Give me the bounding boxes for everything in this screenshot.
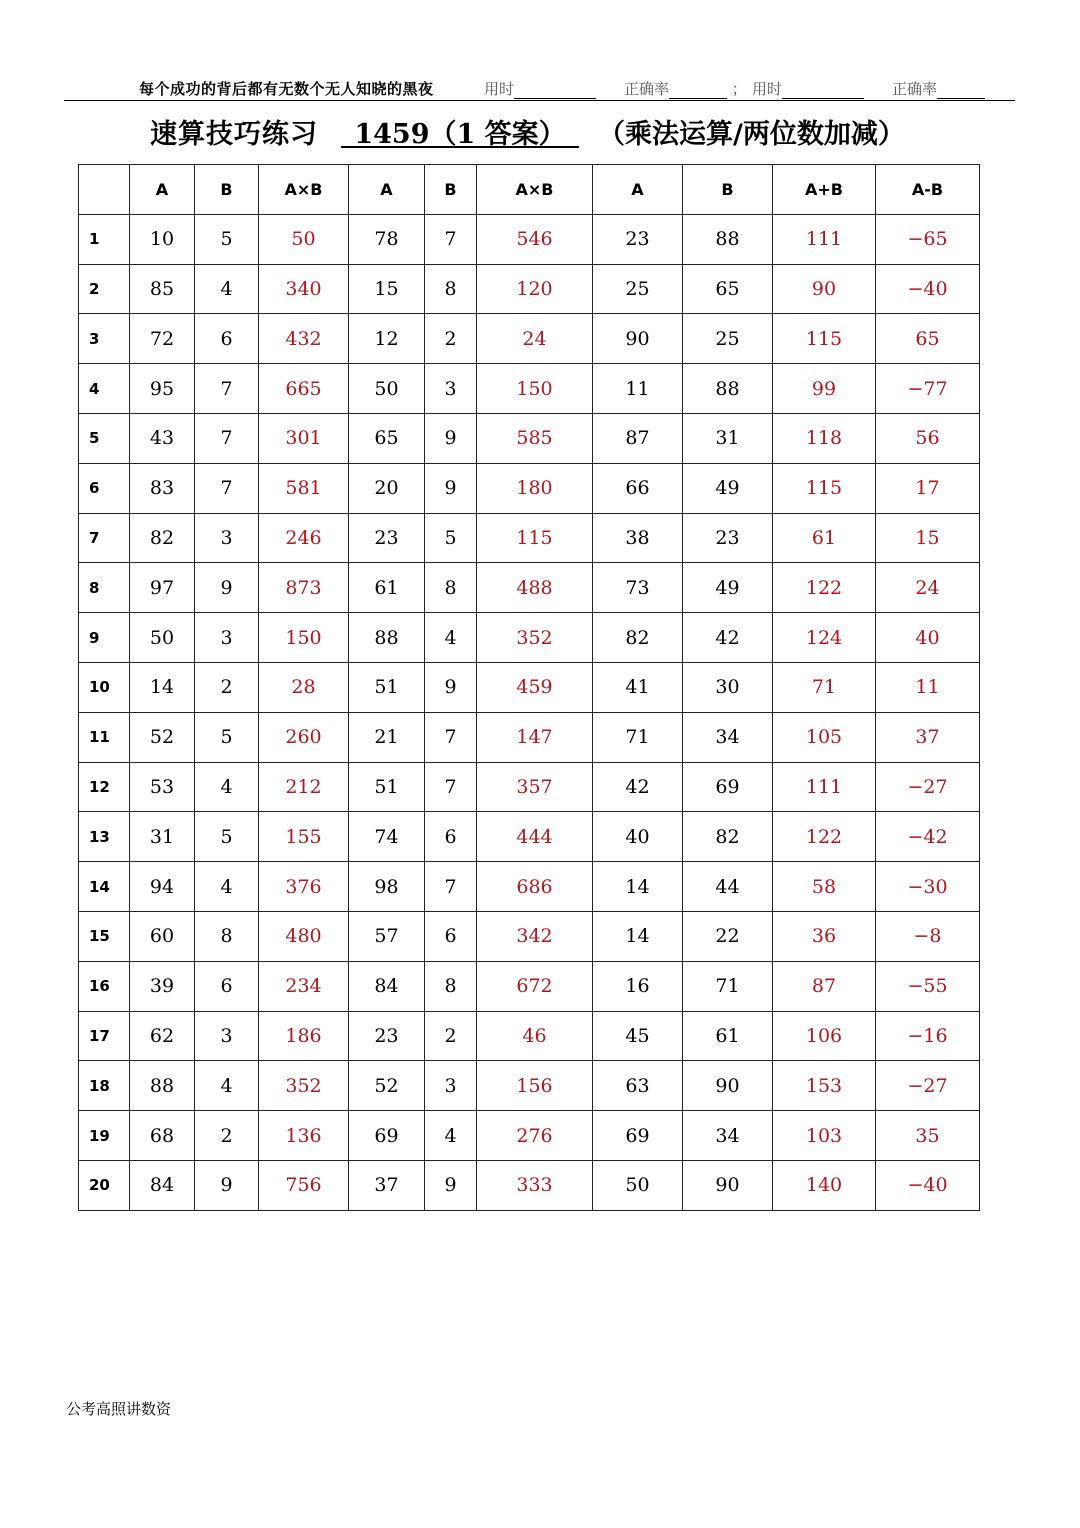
row-number: 3 — [79, 314, 130, 364]
table-row — [79, 513, 980, 563]
accuracy-field-2 — [892, 78, 985, 99]
cell-b: 3 — [425, 364, 477, 414]
cell-a: 71 — [593, 712, 683, 762]
cell-product: 340 — [259, 264, 349, 314]
cell-a: 14 — [593, 911, 683, 961]
cell-b: 7 — [425, 214, 477, 264]
cell-product: 581 — [259, 463, 349, 513]
cell-sum: 58 — [773, 862, 876, 912]
cell-a: 95 — [130, 364, 195, 414]
cell-b: 8 — [195, 911, 259, 961]
cell-a: 23 — [349, 1011, 425, 1061]
col-header-product: A×B — [477, 165, 593, 215]
cell-product: 276 — [477, 1111, 593, 1161]
cell-product: 333 — [477, 1160, 593, 1210]
cell-product: 147 — [477, 712, 593, 762]
cell-a: 42 — [593, 762, 683, 812]
cell-sum: 122 — [773, 563, 876, 613]
cell-b: 5 — [195, 812, 259, 862]
table-row — [79, 463, 980, 513]
row-number: 10 — [79, 662, 130, 712]
cell-product: 585 — [477, 413, 593, 463]
cell-difference: −40 — [876, 264, 980, 314]
cell-b: 8 — [425, 563, 477, 613]
cell-sum: 140 — [773, 1160, 876, 1210]
cell-sum: 36 — [773, 911, 876, 961]
cell-difference: 15 — [876, 513, 980, 563]
cell-a: 72 — [130, 314, 195, 364]
cell-difference: −55 — [876, 961, 980, 1011]
cell-product: 46 — [477, 1011, 593, 1061]
cell-difference: 35 — [876, 1111, 980, 1161]
table-row — [79, 762, 980, 812]
cell-b: 7 — [195, 364, 259, 414]
cell-a: 38 — [593, 513, 683, 563]
cell-product: 234 — [259, 961, 349, 1011]
row-number: 8 — [79, 563, 130, 613]
cell-sum: 124 — [773, 613, 876, 663]
cell-difference: 17 — [876, 463, 980, 513]
title-subtitle: （乘法运算/两位数加减） — [598, 119, 905, 150]
page-header — [64, 76, 1015, 101]
cell-difference: −16 — [876, 1011, 980, 1061]
table-row — [79, 911, 980, 961]
cell-b: 9 — [425, 662, 477, 712]
cell-sum: 115 — [773, 314, 876, 364]
col-header-b: B — [195, 165, 259, 215]
cell-b: 90 — [683, 1061, 773, 1111]
cell-a: 61 — [349, 563, 425, 613]
cell-b: 2 — [425, 1011, 477, 1061]
cell-a: 97 — [130, 563, 195, 613]
cell-a: 50 — [593, 1160, 683, 1210]
cell-b: 6 — [195, 314, 259, 364]
cell-b: 34 — [683, 712, 773, 762]
cell-b: 82 — [683, 812, 773, 862]
table-row — [79, 364, 980, 414]
cell-a: 63 — [593, 1061, 683, 1111]
cell-a: 78 — [349, 214, 425, 264]
table-row — [79, 563, 980, 613]
cell-a: 51 — [349, 662, 425, 712]
cell-difference: 11 — [876, 662, 980, 712]
col-header-index — [79, 165, 130, 215]
row-number: 11 — [79, 712, 130, 762]
cell-a: 37 — [349, 1160, 425, 1210]
cell-a: 57 — [349, 911, 425, 961]
col-header-a: A — [130, 165, 195, 215]
row-number: 2 — [79, 264, 130, 314]
cell-a: 41 — [593, 662, 683, 712]
cell-b: 49 — [683, 563, 773, 613]
cell-sum: 111 — [773, 214, 876, 264]
row-number: 6 — [79, 463, 130, 513]
cell-b: 7 — [195, 413, 259, 463]
cell-b: 9 — [195, 563, 259, 613]
cell-product: 155 — [259, 812, 349, 862]
cell-product: 665 — [259, 364, 349, 414]
table-row — [79, 961, 980, 1011]
cell-difference: 37 — [876, 712, 980, 762]
table-row — [79, 662, 980, 712]
cell-b: 6 — [425, 911, 477, 961]
table-row — [79, 1061, 980, 1111]
cell-a: 88 — [349, 613, 425, 663]
cell-a: 53 — [130, 762, 195, 812]
cell-product: 672 — [477, 961, 593, 1011]
cell-difference: 24 — [876, 563, 980, 613]
cell-b: 61 — [683, 1011, 773, 1061]
cell-b: 5 — [195, 214, 259, 264]
table-row — [79, 862, 980, 912]
time-blank — [514, 84, 596, 99]
cell-b: 4 — [195, 1061, 259, 1111]
cell-product: 180 — [477, 463, 593, 513]
cell-b: 5 — [195, 712, 259, 762]
cell-b: 9 — [425, 1160, 477, 1210]
title-code: 1459（1 答案） — [341, 112, 579, 148]
cell-a: 65 — [349, 413, 425, 463]
cell-b: 7 — [425, 862, 477, 912]
cell-a: 52 — [349, 1061, 425, 1111]
cell-a: 88 — [130, 1061, 195, 1111]
cell-sum: 103 — [773, 1111, 876, 1161]
time-field-2 — [752, 78, 864, 99]
cell-difference: 40 — [876, 613, 980, 663]
cell-a: 25 — [593, 264, 683, 314]
table-row — [79, 264, 980, 314]
cell-a: 10 — [130, 214, 195, 264]
motto: 每个成功的背后都有无数个无人知晓的黑夜 — [139, 80, 434, 98]
cell-a: 23 — [349, 513, 425, 563]
cell-difference: −8 — [876, 911, 980, 961]
cell-sum: 87 — [773, 961, 876, 1011]
cell-a: 73 — [593, 563, 683, 613]
cell-sum: 90 — [773, 264, 876, 314]
header-row — [79, 165, 980, 215]
cell-product: 115 — [477, 513, 593, 563]
cell-a: 12 — [349, 314, 425, 364]
cell-b: 7 — [195, 463, 259, 513]
cell-product: 873 — [259, 563, 349, 613]
cell-product: 260 — [259, 712, 349, 762]
col-header-b: B — [425, 165, 477, 215]
table-row — [79, 1011, 980, 1061]
cell-b: 30 — [683, 662, 773, 712]
table-row — [79, 413, 980, 463]
cell-b: 6 — [425, 812, 477, 862]
cell-a: 31 — [130, 812, 195, 862]
row-number: 20 — [79, 1160, 130, 1210]
cell-a: 87 — [593, 413, 683, 463]
title-main: 速算技巧练习 — [150, 119, 318, 150]
cell-a: 60 — [130, 911, 195, 961]
cell-b: 5 — [425, 513, 477, 563]
cell-b: 25 — [683, 314, 773, 364]
row-number: 9 — [79, 613, 130, 663]
cell-product: 686 — [477, 862, 593, 912]
separator: ； — [731, 80, 747, 98]
cell-product: 488 — [477, 563, 593, 613]
cell-b: 71 — [683, 961, 773, 1011]
cell-a: 50 — [130, 613, 195, 663]
cell-a: 51 — [349, 762, 425, 812]
cell-a: 83 — [130, 463, 195, 513]
accuracy-label-2: 正确率 — [892, 80, 938, 98]
time-field — [484, 78, 596, 99]
cell-b: 34 — [683, 1111, 773, 1161]
cell-a: 15 — [349, 264, 425, 314]
time-blank-2 — [782, 84, 864, 99]
col-header-sum: A+B — [773, 165, 876, 215]
cell-difference: 65 — [876, 314, 980, 364]
footer-text: 公考高照讲数资 — [66, 1400, 172, 1418]
practice-table — [78, 164, 980, 1211]
cell-sum: 118 — [773, 413, 876, 463]
cell-a: 45 — [593, 1011, 683, 1061]
cell-b: 2 — [425, 314, 477, 364]
cell-a: 43 — [130, 413, 195, 463]
cell-a: 82 — [593, 613, 683, 663]
cell-a: 84 — [349, 961, 425, 1011]
cell-product: 444 — [477, 812, 593, 862]
row-number: 12 — [79, 762, 130, 812]
cell-difference: −40 — [876, 1160, 980, 1210]
table-row — [79, 613, 980, 663]
cell-b: 7 — [425, 712, 477, 762]
cell-a: 16 — [593, 961, 683, 1011]
cell-b: 3 — [425, 1061, 477, 1111]
cell-b: 65 — [683, 264, 773, 314]
cell-b: 9 — [425, 413, 477, 463]
col-header-a: A — [349, 165, 425, 215]
table-row — [79, 712, 980, 762]
row-number: 14 — [79, 862, 130, 912]
cell-b: 88 — [683, 214, 773, 264]
cell-b: 44 — [683, 862, 773, 912]
cell-b: 2 — [195, 1111, 259, 1161]
page-title — [0, 112, 1080, 152]
cell-b: 4 — [425, 1111, 477, 1161]
table-row — [79, 214, 980, 264]
cell-a: 23 — [593, 214, 683, 264]
cell-product: 24 — [477, 314, 593, 364]
cell-b: 4 — [195, 264, 259, 314]
cell-a: 11 — [593, 364, 683, 414]
col-header-product: A×B — [259, 165, 349, 215]
row-number: 17 — [79, 1011, 130, 1061]
table-row — [79, 812, 980, 862]
row-number: 15 — [79, 911, 130, 961]
cell-b: 6 — [195, 961, 259, 1011]
cell-difference: −27 — [876, 1061, 980, 1111]
cell-difference: −65 — [876, 214, 980, 264]
cell-product: 150 — [259, 613, 349, 663]
cell-b: 9 — [195, 1160, 259, 1210]
cell-difference: −77 — [876, 364, 980, 414]
cell-b: 4 — [425, 613, 477, 663]
cell-a: 85 — [130, 264, 195, 314]
cell-a: 21 — [349, 712, 425, 762]
table-row — [79, 1160, 980, 1210]
row-number: 16 — [79, 961, 130, 1011]
cell-product: 357 — [477, 762, 593, 812]
cell-b: 3 — [195, 1011, 259, 1061]
row-number: 1 — [79, 214, 130, 264]
cell-product: 432 — [259, 314, 349, 364]
cell-product: 186 — [259, 1011, 349, 1061]
cell-b: 23 — [683, 513, 773, 563]
cell-product: 120 — [477, 264, 593, 314]
cell-b: 3 — [195, 513, 259, 563]
cell-sum: 71 — [773, 662, 876, 712]
table-row — [79, 314, 980, 364]
row-number: 5 — [79, 413, 130, 463]
cell-sum: 115 — [773, 463, 876, 513]
cell-difference: −30 — [876, 862, 980, 912]
cell-product: 246 — [259, 513, 349, 563]
cell-difference: −27 — [876, 762, 980, 812]
cell-product: 376 — [259, 862, 349, 912]
cell-difference: 56 — [876, 413, 980, 463]
cell-a: 66 — [593, 463, 683, 513]
row-number: 4 — [79, 364, 130, 414]
cell-b: 9 — [425, 463, 477, 513]
cell-b: 69 — [683, 762, 773, 812]
cell-a: 14 — [593, 862, 683, 912]
cell-a: 39 — [130, 961, 195, 1011]
cell-a: 69 — [593, 1111, 683, 1161]
cell-sum: 153 — [773, 1061, 876, 1111]
cell-a: 62 — [130, 1011, 195, 1061]
cell-product: 50 — [259, 214, 349, 264]
cell-b: 8 — [425, 264, 477, 314]
cell-a: 84 — [130, 1160, 195, 1210]
row-number: 19 — [79, 1111, 130, 1161]
cell-b: 31 — [683, 413, 773, 463]
accuracy-label: 正确率 — [624, 80, 670, 98]
cell-product: 546 — [477, 214, 593, 264]
cell-sum: 105 — [773, 712, 876, 762]
cell-sum: 99 — [773, 364, 876, 414]
table-row — [79, 1111, 980, 1161]
cell-product: 212 — [259, 762, 349, 812]
cell-product: 156 — [477, 1061, 593, 1111]
cell-product: 352 — [477, 613, 593, 663]
col-header-b: B — [683, 165, 773, 215]
cell-b: 90 — [683, 1160, 773, 1210]
row-number: 13 — [79, 812, 130, 862]
cell-product: 301 — [259, 413, 349, 463]
row-number: 7 — [79, 513, 130, 563]
cell-a: 94 — [130, 862, 195, 912]
cell-b: 88 — [683, 364, 773, 414]
cell-b: 4 — [195, 762, 259, 812]
accuracy-field — [624, 78, 747, 99]
col-header-a: A — [593, 165, 683, 215]
cell-a: 50 — [349, 364, 425, 414]
cell-a: 40 — [593, 812, 683, 862]
col-header-difference: A-B — [876, 165, 980, 215]
cell-sum: 106 — [773, 1011, 876, 1061]
cell-sum: 61 — [773, 513, 876, 563]
cell-a: 82 — [130, 513, 195, 563]
cell-product: 28 — [259, 662, 349, 712]
cell-b: 7 — [425, 762, 477, 812]
cell-a: 52 — [130, 712, 195, 762]
time-label-2: 用时 — [752, 80, 783, 98]
cell-b: 49 — [683, 463, 773, 513]
row-number: 18 — [79, 1061, 130, 1111]
cell-a: 69 — [349, 1111, 425, 1161]
cell-product: 150 — [477, 364, 593, 414]
cell-a: 98 — [349, 862, 425, 912]
cell-product: 136 — [259, 1111, 349, 1161]
accuracy-blank-2 — [937, 84, 985, 99]
cell-a: 20 — [349, 463, 425, 513]
accuracy-blank — [669, 84, 727, 99]
cell-a: 68 — [130, 1111, 195, 1161]
cell-product: 459 — [477, 662, 593, 712]
cell-sum: 122 — [773, 812, 876, 862]
cell-product: 756 — [259, 1160, 349, 1210]
cell-b: 2 — [195, 662, 259, 712]
cell-product: 352 — [259, 1061, 349, 1111]
cell-b: 42 — [683, 613, 773, 663]
cell-b: 3 — [195, 613, 259, 663]
cell-difference: −42 — [876, 812, 980, 862]
cell-a: 90 — [593, 314, 683, 364]
cell-b: 8 — [425, 961, 477, 1011]
cell-product: 480 — [259, 911, 349, 961]
cell-b: 22 — [683, 911, 773, 961]
time-label: 用时 — [484, 80, 515, 98]
cell-sum: 111 — [773, 762, 876, 812]
cell-a: 74 — [349, 812, 425, 862]
cell-b: 4 — [195, 862, 259, 912]
cell-product: 342 — [477, 911, 593, 961]
cell-a: 14 — [130, 662, 195, 712]
